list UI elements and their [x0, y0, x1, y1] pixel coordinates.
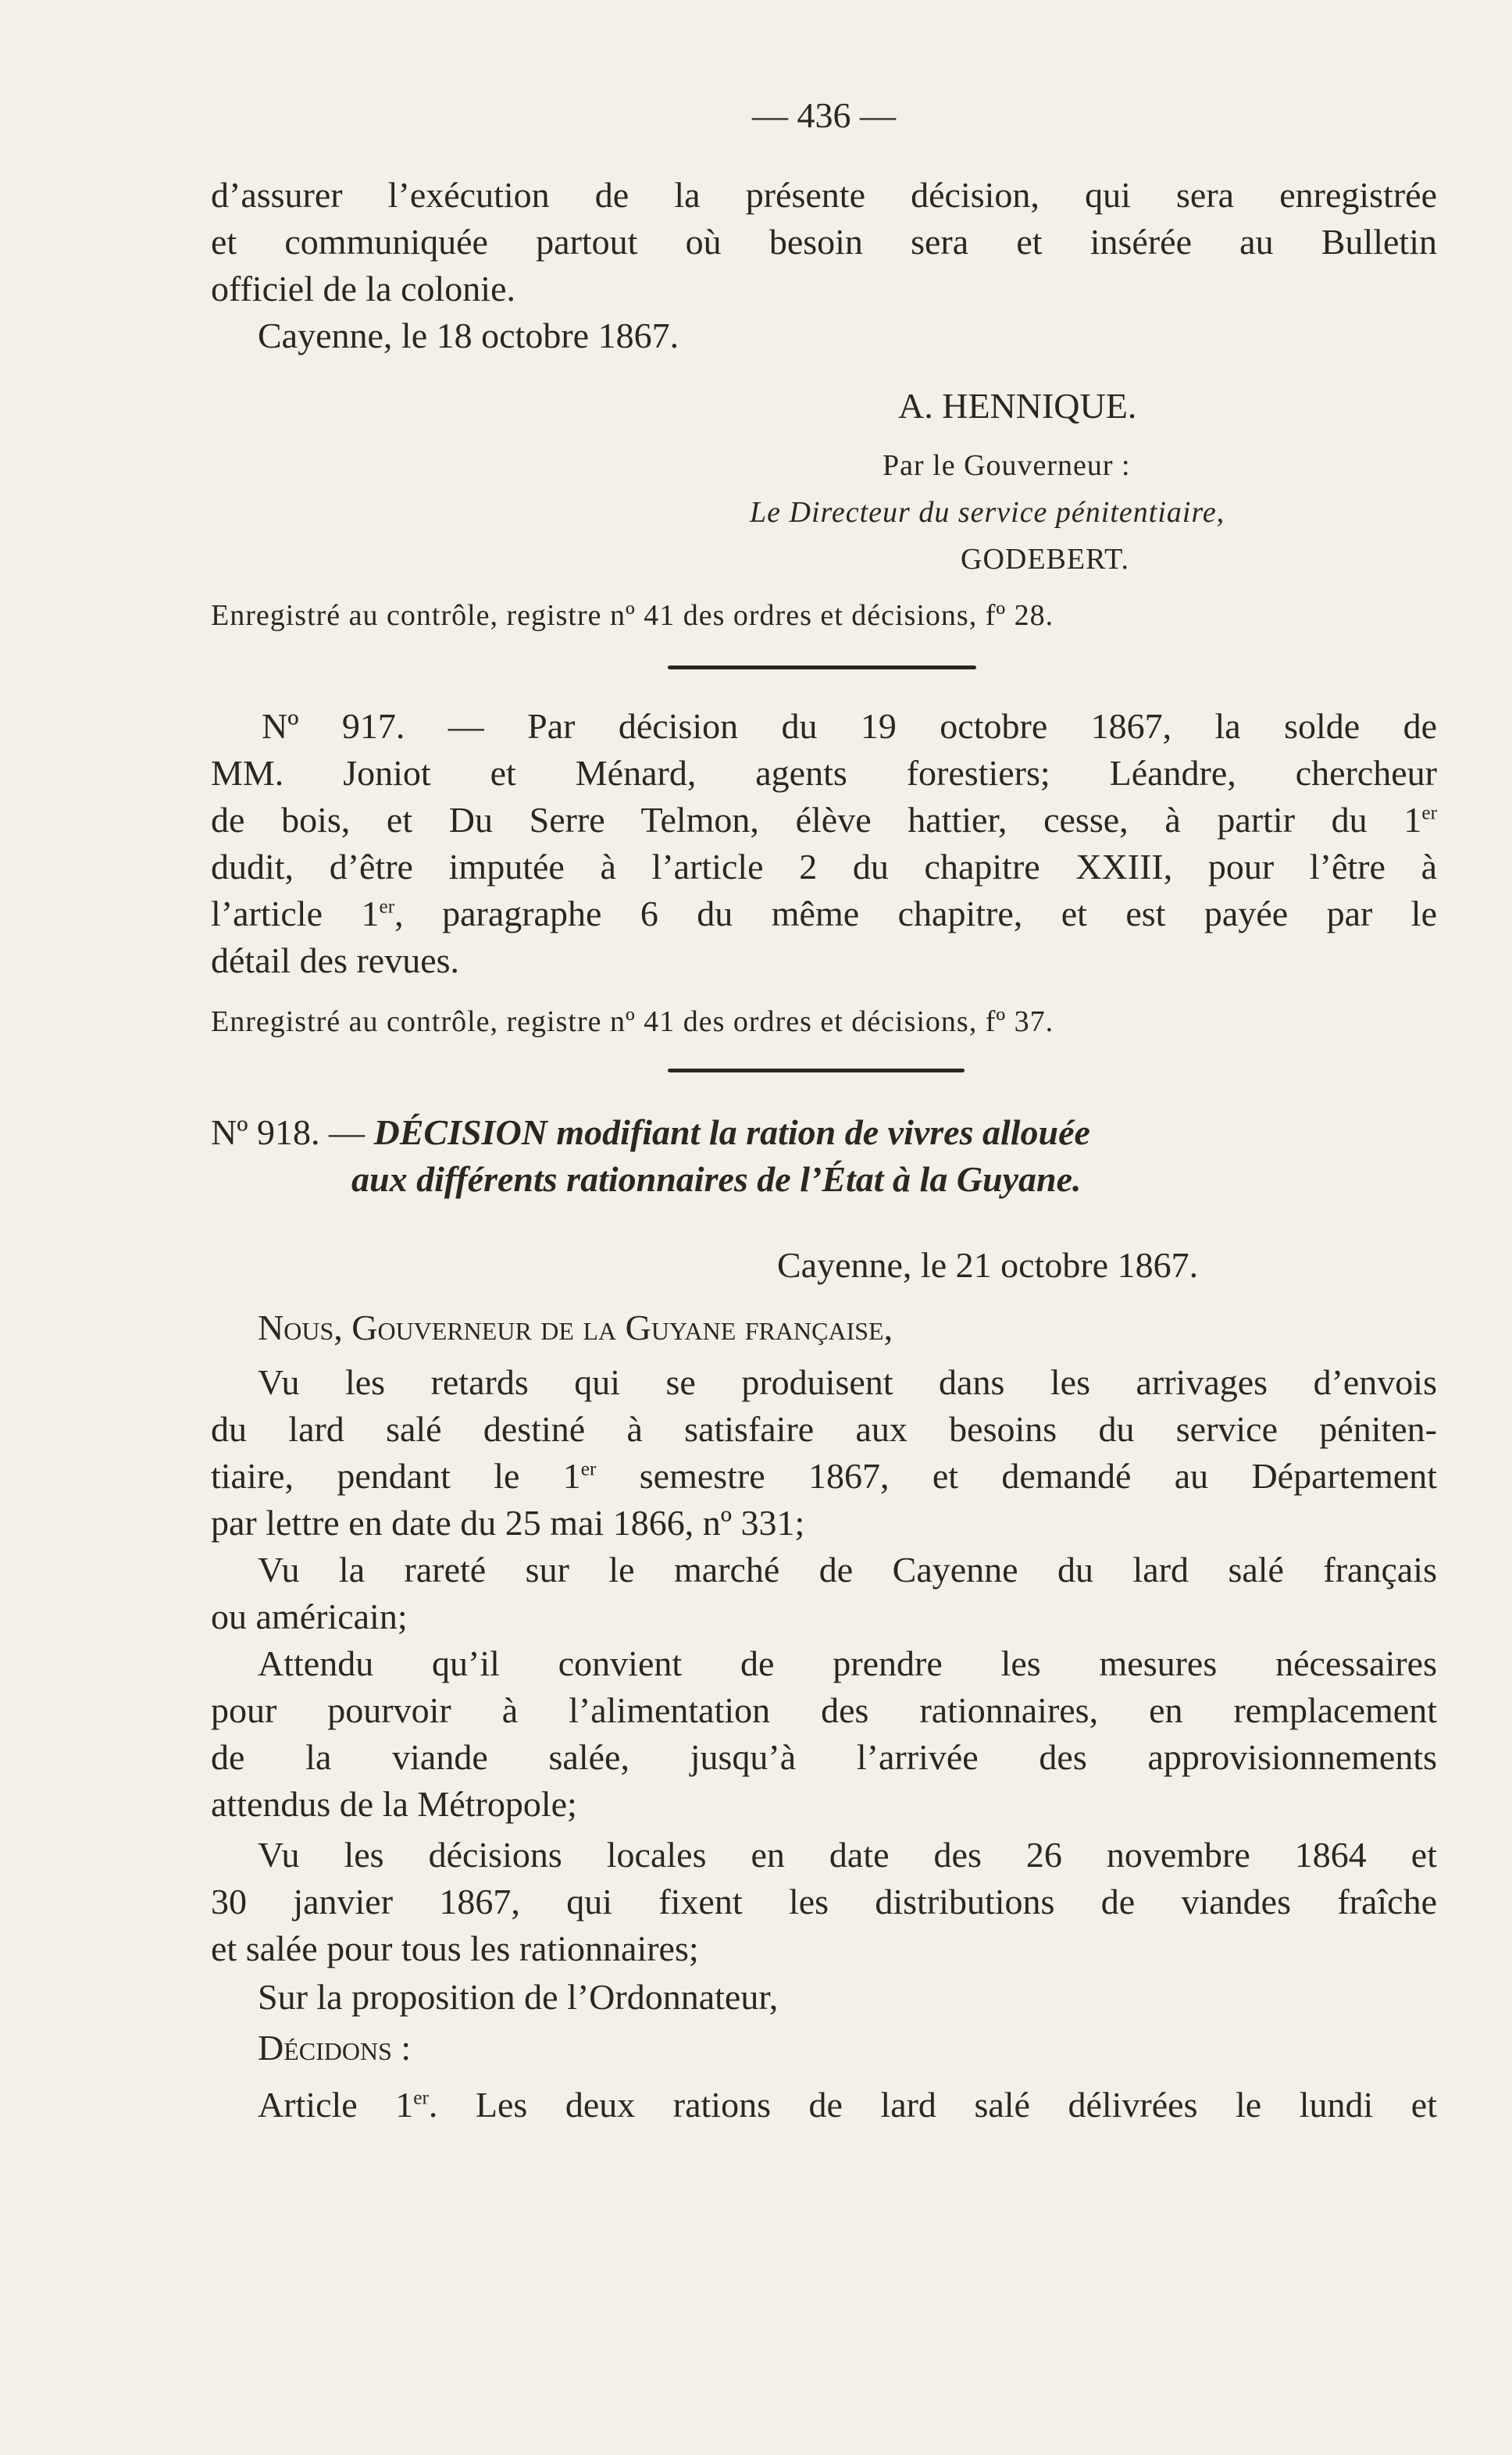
decision-917-line: dudit, d’être imputée à l’article 2 du chapitre XXIII, pour l’être à	[211, 847, 1437, 887]
considerant-line: de la viande salée, jusqu’à l’arrivée des approvisionnements	[211, 1737, 1437, 1777]
director-title: Le Directeur du service pénitentiaire,	[750, 496, 1225, 529]
intro-line: officiel de la colonie.	[211, 269, 515, 309]
decision-number: Nº 918. —	[211, 1112, 365, 1152]
considerant-line: Vu les décisions locales en date des 26 novembre 1864 et	[258, 1835, 1437, 1875]
decidons-label: Décidons :	[258, 2028, 412, 2068]
preamble-nous: Nous, Gouverneur de la Guyane française,	[258, 1308, 893, 1347]
considerant-line: Attendu qu’il convient de prendre les mesures nécessaires	[258, 1643, 1437, 1683]
considerant-line: du lard salé destiné à satisfaire aux besoins du service péniten-	[211, 1409, 1437, 1449]
considerant-line: tiaire, pendant le 1er semestre 1867, et demandé au Département	[211, 1456, 1437, 1496]
page-number: — 436 —	[752, 95, 896, 135]
considerant-line: attendus de la Métropole;	[211, 1784, 577, 1824]
article-line: Article 1er. Les deux rations de lard salé délivrées le lundi et	[258, 2085, 1437, 2125]
considerant-line: Vu la rareté sur le marché de Cayenne du lard salé français	[258, 1550, 1437, 1590]
signer-name: GODEBERT.	[961, 543, 1130, 576]
intro-line: et communiquée partout où besoin sera et insérée au Bulletin	[211, 222, 1437, 262]
decision-title: DÉCISION modifiant la ration de vivres allouée	[373, 1112, 1090, 1152]
proposal-line: Sur la proposition de l’Ordonnateur,	[258, 1977, 779, 2017]
signature: A. HENNIQUE.	[898, 386, 1137, 426]
decision-917-line: l’article 1er, paragraphe 6 du même chapitre, et est payée par le	[211, 894, 1437, 933]
considerant-line: et salée pour tous les rationnaires;	[211, 1929, 699, 1968]
registration-note: Enregistré au contrôle, registre nº 41 des ordres et décisions, fº 28.	[211, 599, 1054, 632]
decision-917-line: de bois, et Du Serre Telmon, élève hattier, cesse, à partir du 1er	[211, 800, 1437, 840]
registration-note: Enregistré au contrôle, registre nº 41 des ordres et décisions, fº 37.	[211, 1005, 1054, 1038]
decision-917-line: détail des revues.	[211, 940, 460, 980]
intro-line: d’assurer l’exécution de la présente décision, qui sera enregistrée	[211, 175, 1437, 215]
decision-918-heading	[211, 1109, 1437, 1156]
par-gouverneur: Par le Gouverneur :	[883, 449, 1131, 482]
considerant-line: par lettre en date du 25 mai 1866, nº 331;	[211, 1503, 805, 1543]
section-divider	[668, 665, 976, 669]
considerant-line: 30 janvier 1867, qui fixent les distributions de viandes fraîche	[211, 1882, 1437, 1922]
dateline: Cayenne, le 18 octobre 1867.	[258, 316, 679, 355]
decision-title-cont: aux différents rationnaires de l’État à la Guyane.	[351, 1159, 1082, 1199]
dateline: Cayenne, le 21 octobre 1867.	[777, 1245, 1199, 1285]
considerant-line: pour pourvoir à l’alimentation des rationnaires, en remplacement	[211, 1690, 1437, 1730]
section-divider	[668, 1069, 965, 1072]
considerant-line: Vu les retards qui se produisent dans les arrivages d’envois	[258, 1362, 1437, 1402]
decision-917-line: MM. Joniot et Ménard, agents forestiers; Léandre, chercheur	[211, 753, 1437, 793]
considerant-line: ou américain;	[211, 1597, 408, 1636]
decision-917-line: Nº 917. — Par décision du 19 octobre 1867, la solde de	[262, 706, 1437, 746]
